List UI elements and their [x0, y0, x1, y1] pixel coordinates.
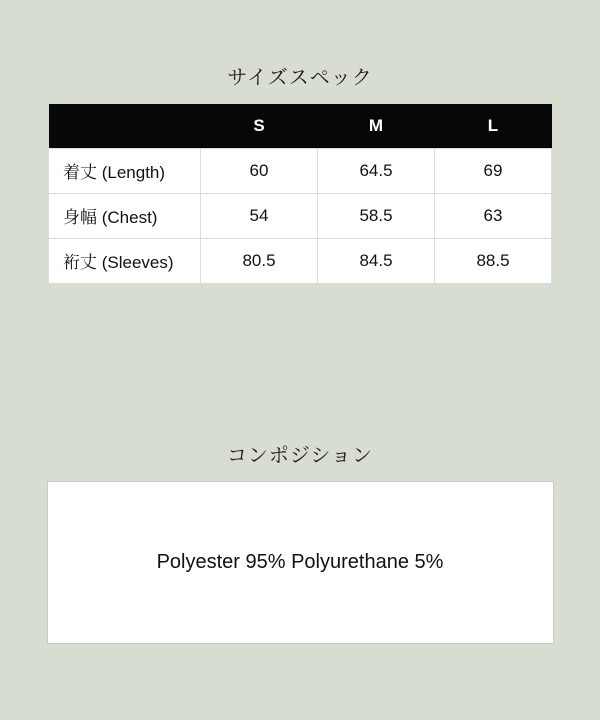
size-value-cell: 80.5 — [201, 238, 318, 283]
table-row — [49, 148, 552, 193]
header-cell-size-l: L — [435, 104, 552, 148]
composition-title: コンポジション — [226, 444, 374, 467]
size-spec-table — [48, 104, 552, 284]
row-label-chest: 身幅 (Chest) — [49, 193, 201, 238]
table-header-row — [49, 104, 552, 148]
size-value-cell: 54 — [201, 193, 318, 238]
size-value-cell: 63 — [435, 193, 552, 238]
header-cell-blank — [49, 104, 201, 148]
header-cell-size-s: S — [201, 104, 318, 148]
header-cell-size-m: M — [318, 104, 435, 148]
size-value-cell: 69 — [435, 148, 552, 193]
size-value-cell: 60 — [201, 148, 318, 193]
table-row — [49, 193, 552, 238]
table-row — [49, 238, 552, 283]
size-value-cell: 84.5 — [318, 238, 435, 283]
composition-text: Polyester 95% Polyurethane 5% — [156, 550, 444, 573]
composition-box — [47, 481, 554, 644]
size-spec-title: サイズスペック — [227, 67, 373, 89]
row-label-sleeves: 裄丈 (Sleeves) — [49, 238, 201, 283]
composition-section — [0, 444, 600, 644]
row-label-length: 着丈 (Length) — [49, 148, 201, 193]
size-value-cell: 58.5 — [318, 193, 435, 238]
size-spec-section — [0, 0, 600, 284]
size-value-cell: 88.5 — [435, 238, 552, 283]
size-value-cell: 64.5 — [318, 148, 435, 193]
